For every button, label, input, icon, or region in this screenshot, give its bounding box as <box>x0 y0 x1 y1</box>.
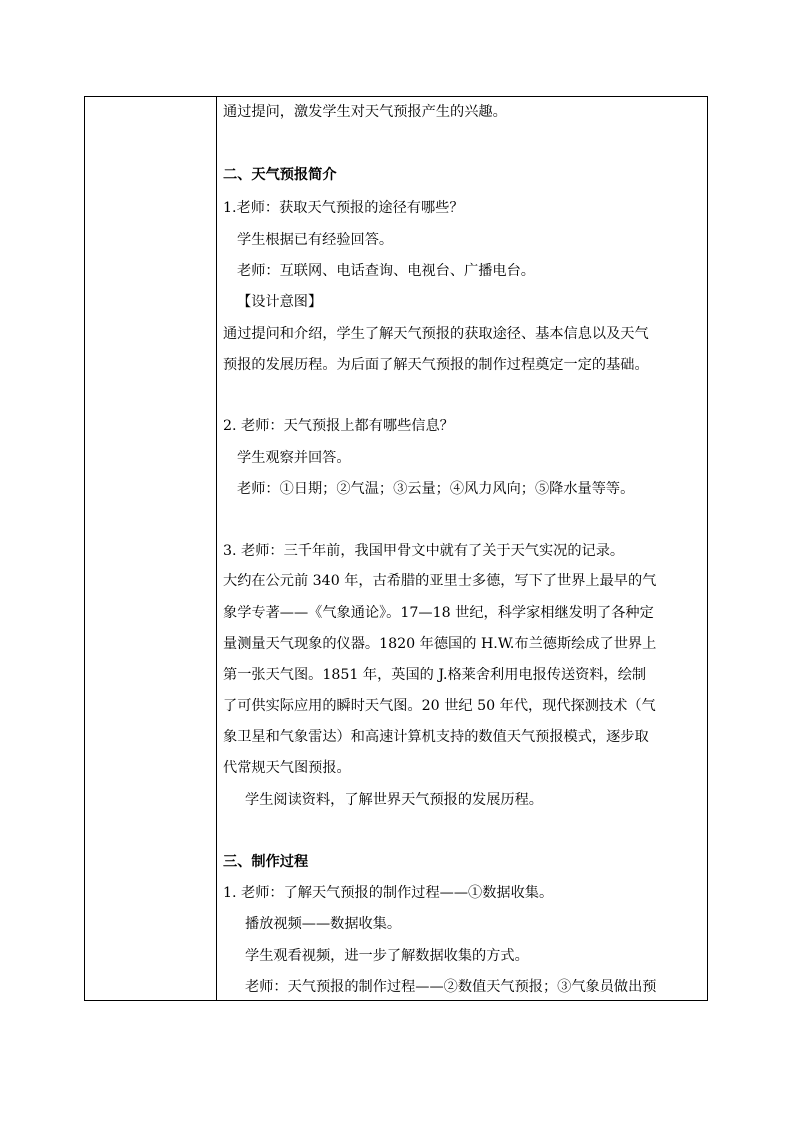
text-line: 2. 老师：天气预报上都有哪些信息？ <box>223 418 454 434</box>
text-line: 播放视频——数据收集。 <box>245 916 402 932</box>
text-line: 象学专著——《气象通论》。17—18 世纪，科学家相继发明了各种定 <box>223 605 654 621</box>
text-line: 大约在公元前 340 年，古希腊的亚里士多德，写下了世界上最早的气 <box>223 573 657 589</box>
text-line: 象卫星和气象雷达）和高速计算机支持的数值天气预报模式，逐步取 <box>223 729 649 745</box>
text-line: 第一张天气图。1851 年，英国的 J.格莱舍利用电报传送资料，绘制 <box>223 667 647 683</box>
text-line: 了可供实际应用的瞬时天气图。20 世纪 50 年代，现代探测技术（气 <box>223 698 656 714</box>
section-heading: 二、天气预报简介 <box>223 167 337 183</box>
text-line: 学生观察并回答。 <box>237 450 351 466</box>
text-line: 预报的发展历程。为后面了解天气预报的制作过程奠定一定的基础。 <box>223 357 649 373</box>
table-content-column <box>217 97 707 1000</box>
text-line: 代常规天气图预报。 <box>223 760 351 776</box>
text-line: 老师：①日期；②气温；③云量；④风力风向；⑤降水量等等。 <box>237 481 635 497</box>
section-heading: 三、制作过程 <box>223 854 309 870</box>
text-line: 1. 老师：了解天气预报的制作过程——①数据收集。 <box>223 885 554 901</box>
text-line: 1.老师：获取天气预报的途径有哪些？ <box>223 200 464 216</box>
text-line: 通过提问，激发学生对天气预报产生的兴趣。 <box>223 104 507 120</box>
text-line: 通过提问和介绍，学生了解天气预报的获取途径、基本信息以及天气 <box>223 326 649 342</box>
text-line: 学生根据已有经验回答。 <box>237 232 394 248</box>
text-line: 【设计意图】 <box>237 294 323 310</box>
table-left-column <box>85 97 217 1000</box>
text-line: 量测量天气现象的仪器。1820 年德国的 H.W.布兰德斯绘成了世界上 <box>223 636 657 652</box>
text-line: 学生观看视频，进一步了解数据收集的方式。 <box>245 948 529 964</box>
text-line: 学生阅读资料，了解世界天气预报的发展历程。 <box>245 792 543 808</box>
text-line: 3. 老师：三千年前，我国甲骨文中就有了关于天气实况的记录。 <box>223 543 625 559</box>
text-line: 老师：互联网、电话查询、电视台、广播电台。 <box>237 263 535 279</box>
text-line: 老师：天气预报的制作过程——②数值天气预报；③气象员做出预 <box>245 979 657 995</box>
lesson-table <box>84 96 708 1001</box>
